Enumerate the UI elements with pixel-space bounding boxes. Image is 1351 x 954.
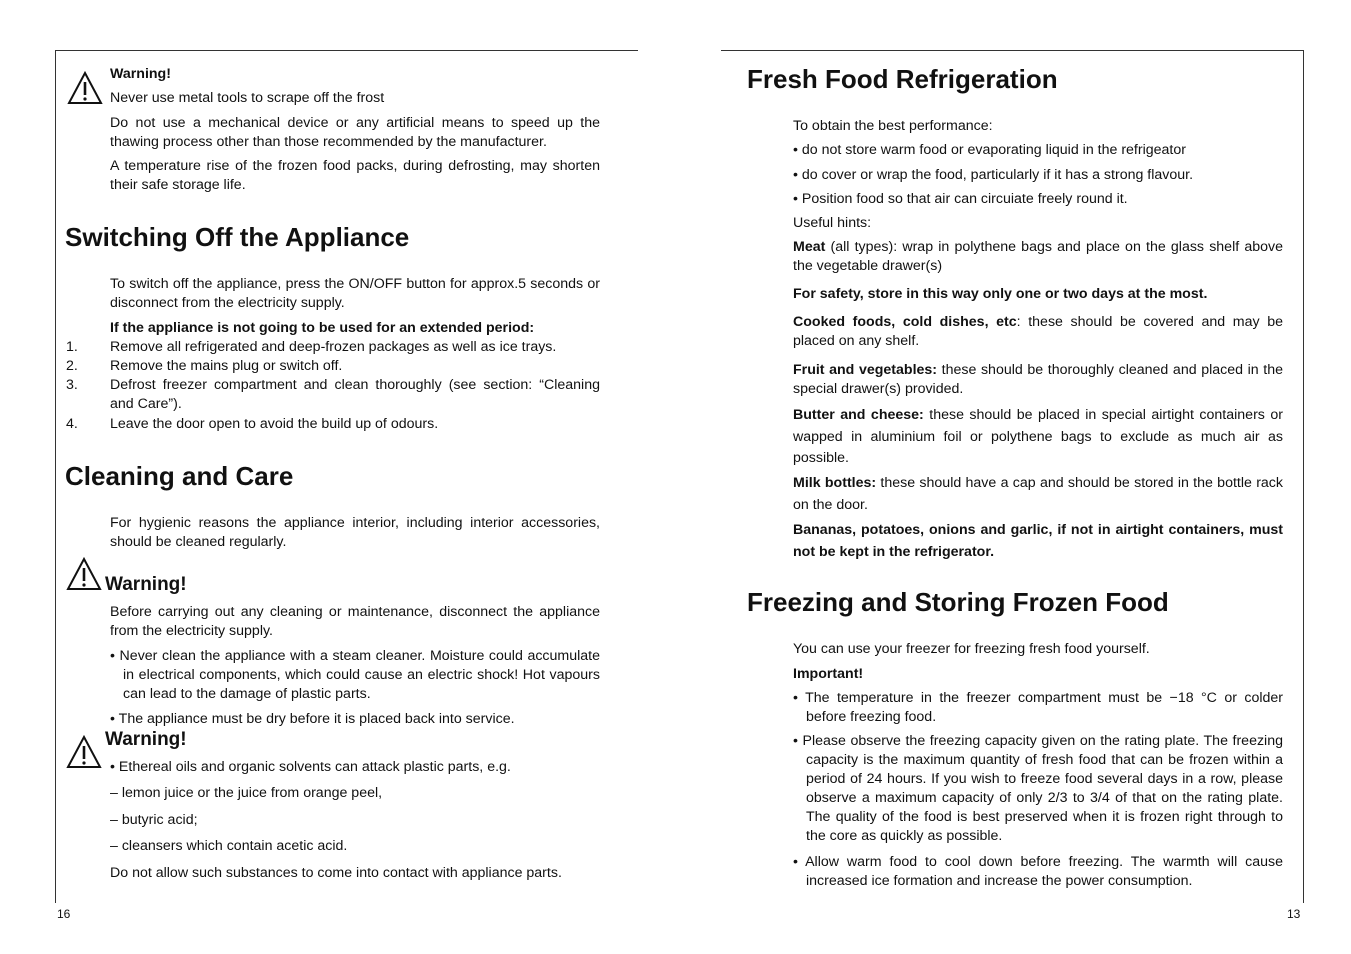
hint-cooked: Cooked foods, cold dishes, etc: these should be covered and may be placed on any shelf.	[793, 314, 1284, 349]
warning-paragraph: Do not allow such substances to come into contact with appliance parts.	[110, 865, 562, 881]
hint-milk: Milk bottles: these should have a cap and should be stored in the bottle rack on the door.	[793, 475, 1283, 513]
steps-list	[56, 338, 601, 434]
right-page	[721, 50, 1304, 903]
switch-paragraph: To switch off the appliance, press the ON/OFF button for approx.5 seconds or disconnect from the electricity supply.	[110, 276, 600, 311]
dash-item: – cleansers which contain acetic acid.	[110, 838, 348, 854]
bananas-note: Bananas, potatoes, onions and garlic, if not in airtight containers, must not be kept in the refrigerator.	[793, 522, 1283, 560]
hint-butter: Butter and cheese: these should be placed in special airtight containers or wapped in aluminium foil or polythene bags to exclude as much air as possible.	[793, 407, 1283, 466]
hint-meat: Meat (all types): wrap in polythene bags and place on the glass shelf above the vegetable drawer(s)	[793, 239, 1283, 274]
freeze-bullet: • Allow warm food to cool down before freezing. The warmth will cause increased ice formation and increase the power consumption.	[793, 854, 1283, 889]
heading-fresh-food: Fresh Food Refrigeration	[747, 64, 1058, 94]
switch-bold-note: If the appliance is not going to be used for an extended period:	[110, 320, 535, 336]
fresh-intro: To obtain the best performance:	[793, 118, 993, 134]
heading-cleaning-care: Cleaning and Care	[65, 461, 294, 491]
page-number: 13	[1287, 907, 1301, 921]
freeze-bullet: • Please observe the freezing capacity given on the rating plate. The freezing capacity is the maximum quantity of fresh food that can be frozen within a period of 24 hours. If you wish to freeze food several days in a row, please observe a maximum capacity of only 2/3 to 3/4 of that on the rating plate. The quality of the food is best preserved when it is frozen right through to the core as quickly as possible.	[793, 733, 1283, 844]
warning-triangle-icon	[66, 557, 102, 591]
warning-paragraph: Before carrying out any cleaning or maintenance, disconnect the appliance from the electricity supply.	[110, 604, 600, 639]
warning-paragraph: Do not use a mechanical device or any artificial means to speed up the thawing process other than those recommended by the manufacturer.	[110, 115, 600, 150]
list-item: • do cover or wrap the food, particularly if it has a strong flavour.	[793, 167, 1194, 183]
heading-switching-off: Switching Off the Appliance	[65, 222, 410, 252]
warning-bullet: • The appliance must be dry before it is placed back into service.	[110, 711, 515, 727]
warning-text: Never use metal tools to scrape off the frost	[110, 90, 385, 106]
hint-fruit: Fruit and vegetables: these should be thoroughly cleaned and placed in the special drawer(s) provided.	[793, 362, 1283, 397]
safety-note: For safety, store in this way only one or two days at the most.	[793, 286, 1208, 302]
warning-triangle-icon	[67, 71, 103, 105]
freeze-intro: You can use your freezer for freezing fresh food yourself.	[793, 641, 1150, 657]
useful-hints-label: Useful hints:	[793, 215, 872, 231]
list-item: • Position food so that air can circuiate freely round it.	[793, 191, 1128, 207]
warning-title: Warning!	[105, 729, 187, 750]
left-page	[55, 50, 638, 903]
warning-paragraph: A temperature rise of the frozen food packs, during defrosting, may shorten their safe storage life.	[110, 158, 600, 193]
list-item: • do not store warm food or evaporating liquid in the refrigeator	[793, 142, 1186, 158]
cleaning-paragraph: For hygienic reasons the appliance interior, including interior accessories, should be cleaned regularly.	[110, 515, 600, 550]
dash-item: – butyric acid;	[110, 812, 198, 828]
heading-freezing: Freezing and Storing Frozen Food	[747, 587, 1169, 617]
warning-bullet: • Never clean the appliance with a steam cleaner. Moisture could accumulate in electrical components, which could cause an electric shock! Hot vapours can lead to the damage of plastic parts.	[110, 648, 600, 702]
warning-title: Warning!	[110, 66, 171, 82]
list-item: 1. Remove all refrigerated and deep-frozen packages as well as ice trays.	[66, 339, 557, 355]
freeze-bullet: • The temperature in the freezer compartment must be −18 °C or colder before freezing food.	[793, 690, 1283, 725]
important-label: Important!	[793, 666, 864, 682]
list-item: 4. Leave the door open to avoid the build up of odours.	[66, 416, 439, 432]
warning-triangle-icon	[66, 735, 102, 769]
page-number: 16	[57, 907, 71, 921]
list-item: 2. Remove the mains plug or switch off.	[66, 358, 343, 374]
dash-item: – lemon juice or the juice from orange peel,	[110, 785, 383, 801]
warning-title: Warning!	[105, 574, 187, 595]
warning-bullet: • Ethereal oils and organic solvents can attack plastic parts, e.g.	[110, 759, 511, 775]
list-item: 3. Defrost freezer compartment and clean thoroughly (see section: “Cleaning and Care”).	[66, 377, 600, 412]
